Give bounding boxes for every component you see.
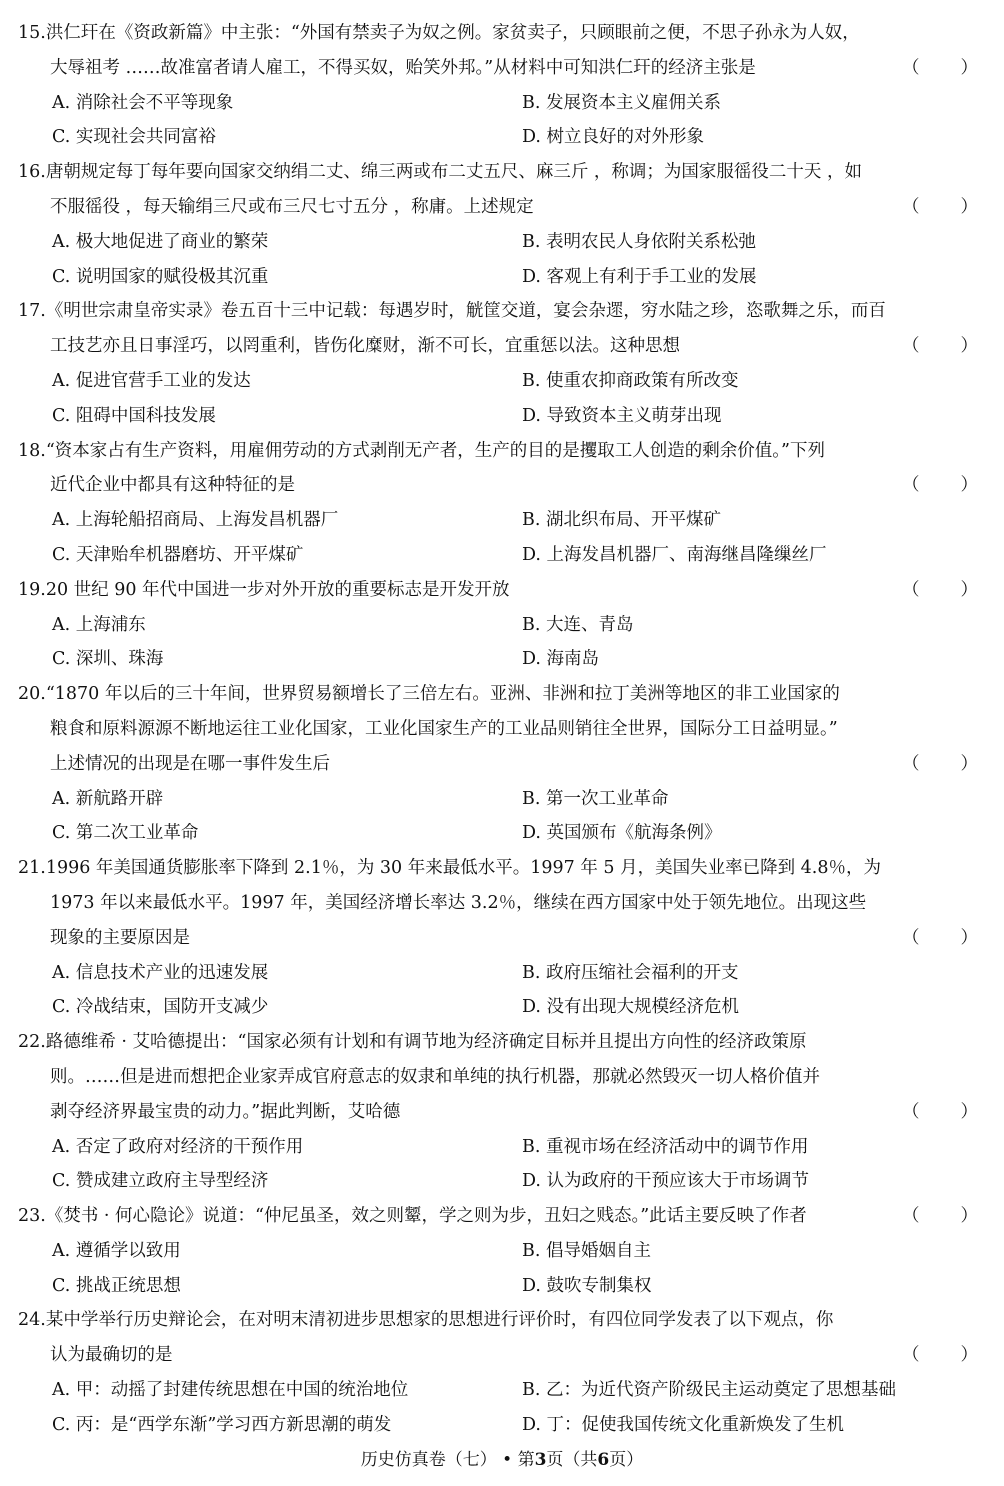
question-stem-line — [18, 886, 988, 921]
option-row — [18, 1373, 988, 1408]
answer-option: B. 发展资本主义雇佣关系 — [522, 92, 721, 113]
answer-option: C. 赞成建立政府主导型经济 — [52, 1171, 269, 1192]
option-row — [18, 608, 988, 643]
answer-blank: （ ） — [902, 1206, 980, 1227]
answer-option: A. 遵循学以致用 — [52, 1240, 181, 1261]
answer-option: D. 认为政府的干预应该大于市场调节 — [522, 1171, 810, 1192]
question — [18, 573, 988, 677]
answer-option: C. 冷战结束，国防开支减少 — [52, 997, 269, 1018]
question-stem-text: 不服徭役 ，每天输绢三尺或布三尺七寸五分 ，称庸。上述规定 — [50, 196, 534, 217]
answer-option: B. 倡导婚姻自主 — [522, 1240, 651, 1261]
option-row — [18, 990, 988, 1025]
option-row — [18, 642, 988, 677]
answer-option: C. 阻碍中国科技发展 — [52, 405, 216, 426]
question-stem-line — [18, 16, 988, 51]
answer-option: A. 极大地促进了商业的繁荣 — [52, 231, 269, 252]
question — [18, 1199, 988, 1303]
answer-option: A. 新航路开辟 — [52, 788, 164, 809]
question-stem-line — [18, 1095, 988, 1130]
answer-option: D. 丁：促使我国传统文化重新焕发了生机 — [522, 1414, 845, 1435]
answer-option: A. 消除社会不平等现象 — [52, 92, 234, 113]
answer-blank: （ ） — [902, 57, 980, 78]
footer-page-prefix: 第 — [517, 1450, 535, 1470]
question — [18, 677, 988, 851]
answer-blank: （ ） — [902, 196, 980, 217]
footer-separator: • — [496, 1450, 518, 1470]
option-row — [18, 1269, 988, 1304]
answer-option: D. 海南岛 — [522, 649, 600, 670]
question-stem-text: 15.洪仁玕在《资政新篇》中主张：“外国有禁卖子为奴之例。家贫卖子，只顾眼前之便，不思子孙永为人奴， — [18, 23, 860, 43]
question — [18, 434, 988, 573]
option-row — [18, 1234, 988, 1269]
question — [18, 16, 988, 155]
answer-option: C. 第二次工业革命 — [52, 823, 199, 844]
answer-option: B. 重视市场在经济活动中的调节作用 — [522, 1136, 809, 1157]
option-row — [18, 956, 988, 991]
option-row — [18, 1408, 988, 1443]
answer-blank: （ ） — [902, 475, 980, 496]
question-stem-line — [18, 1025, 988, 1060]
option-row — [18, 538, 988, 573]
question-stem-line — [18, 434, 988, 469]
answer-option: C. 实现社会共同富裕 — [52, 127, 216, 148]
option-row — [18, 225, 988, 260]
answer-blank: （ ） — [902, 579, 980, 600]
answer-blank: （ ） — [902, 753, 980, 774]
question-stem-line — [18, 190, 988, 225]
answer-option: A. 上海浦东 — [52, 614, 146, 635]
footer-total-pages: 6 — [597, 1450, 610, 1470]
answer-option: C. 天津贻牟机器磨坊、开平煤矿 — [52, 544, 304, 565]
option-row — [18, 260, 988, 295]
question-stem-line — [18, 1199, 988, 1234]
answer-option: B. 湖北织布局、开平煤矿 — [522, 510, 721, 531]
question-stem-text: 认为最确切的是 — [50, 1345, 173, 1366]
question-stem-text: 剥夺经济界最宝贵的动力。”据此判断，艾哈德 — [50, 1101, 401, 1122]
question-stem-text: 16.唐朝规定每丁每年要向国家交纳绢二丈、绵三两或布二丈五尺、麻三斤 ，称调；为国家服徭役二十天 ，如 — [18, 162, 862, 183]
option-row — [18, 782, 988, 817]
answer-option: C. 挑战正统思想 — [52, 1275, 181, 1296]
answer-option: A. 上海轮船招商局、上海发昌机器厂 — [52, 510, 339, 531]
page-footer — [0, 1447, 1004, 1473]
option-row — [18, 399, 988, 434]
question-stem-text: 则。……但是进而想把企业家弄成官府意志的奴隶和单纯的执行机器，那就必然毁灭一切人格价值并 — [50, 1066, 820, 1087]
footer-title: 历史仿真卷（七） — [360, 1450, 497, 1470]
answer-blank: （ ） — [902, 927, 980, 948]
question-stem-line — [18, 1303, 988, 1338]
question-stem-text: 工技艺亦且日事淫巧，以罔重利，皆伤化糜财，渐不可长，宜重惩以法。这种思想 — [50, 336, 680, 357]
question-stem-text: 上述情况的出现是在哪一事件发生后 — [50, 753, 330, 774]
answer-option: C. 丙：是“西学东渐”学习西方新思潮的萌发 — [52, 1414, 392, 1435]
question — [18, 851, 988, 1025]
option-row — [18, 86, 988, 121]
question-stem-text: 19.20 世纪 90 年代中国进一步对外开放的重要标志是开发开放 — [18, 579, 510, 600]
question-stem-text: 17.《明世宗肃皇帝实录》卷五百十三中记载：每遇岁时，觥筐交道，宴会杂遝，穷水陆之珍，恣歌舞之乐，而百 — [18, 301, 886, 322]
footer-page-suffix: 页） — [609, 1450, 644, 1470]
option-row — [18, 364, 988, 399]
question-stem-line — [18, 51, 988, 86]
option-row — [18, 503, 988, 538]
question-stem-line — [18, 747, 988, 782]
option-row — [18, 1164, 988, 1199]
footer-page-mid: 页（共 — [546, 1450, 598, 1470]
answer-blank: （ ） — [902, 1101, 980, 1122]
question-stem-text: 21.1996 年美国通货膨胀率下降到 2.1％，为 30 年来最低水平。1997 年 5 月，美国失业率已降到 4.8％，为 — [18, 858, 881, 879]
question-stem-line — [18, 677, 988, 712]
question — [18, 155, 988, 294]
answer-option: A. 甲：动摇了封建传统思想在中国的统治地位 — [52, 1380, 409, 1401]
answer-option: B. 使重农抑商政策有所改变 — [522, 370, 739, 391]
option-row — [18, 1130, 988, 1165]
question — [18, 1303, 988, 1442]
answer-blank: （ ） — [902, 1345, 980, 1366]
question-stem-text: 近代企业中都具有这种特征的是 — [50, 475, 295, 496]
answer-option: D. 客观上有利于手工业的发展 — [522, 266, 757, 287]
footer-page-number: 3 — [534, 1450, 547, 1470]
question-stem-line — [18, 921, 988, 956]
question-stem-line — [18, 851, 988, 886]
question-stem-text: 18.“资本家占有生产资料，用雇佣劳动的方式剥削无产者，生产的目的是攫取工人创造的剩余价值。”下列 — [18, 440, 825, 461]
answer-option: D. 鼓吹专制集权 — [522, 1275, 652, 1296]
answer-option: A. 否定了政府对经济的干预作用 — [52, 1136, 304, 1157]
answer-option: B. 乙：为近代资产阶级民主运动奠定了思想基础 — [522, 1380, 896, 1401]
question-stem-line — [18, 294, 988, 329]
answer-option: B. 第一次工业革命 — [522, 788, 669, 809]
question — [18, 1025, 988, 1199]
answer-option: B. 政府压缩社会福利的开支 — [522, 962, 739, 983]
answer-option: D. 导致资本主义萌芽出现 — [522, 405, 722, 426]
answer-option: B. 大连、青岛 — [522, 614, 634, 635]
answer-blank: （ ） — [902, 336, 980, 357]
question-stem-line — [18, 573, 988, 608]
question-stem-text: 粮食和原料源源不断地运往工业化国家，工业化国家生产的工业品则销往全世界，国际分工日益明显。” — [50, 718, 838, 739]
question-stem-line — [18, 1338, 988, 1373]
question-stem-text: 23.《焚书 · 何心隐论》说道：“仲尼虽圣，效之则颦，学之则为步，丑妇之贱态。”此话主要反映了作者 — [18, 1206, 807, 1227]
answer-option: D. 英国颁布《航海条例》 — [522, 823, 722, 844]
question-stem-line — [18, 329, 988, 364]
answer-option: A. 促进官营手工业的发达 — [52, 370, 251, 391]
question-stem-line — [18, 1060, 988, 1095]
question-stem-text: 22.路德维希 · 艾哈德提出：“国家必须有计划和有调节地为经济确定目标并且提出方向性的经济政策原 — [18, 1032, 807, 1053]
answer-option: C. 说明国家的赋役极其沉重 — [52, 266, 269, 287]
question-list — [18, 16, 988, 1443]
answer-option: D. 树立良好的对外形象 — [522, 127, 705, 148]
answer-option: C. 深圳、珠海 — [52, 649, 164, 670]
answer-option: D. 上海发昌机器厂、南海继昌隆缫丝厂 — [522, 544, 827, 565]
option-row — [18, 120, 988, 155]
question-stem-line — [18, 468, 988, 503]
answer-option: A. 信息技术产业的迅速发展 — [52, 962, 269, 983]
question-stem-line — [18, 712, 988, 747]
question-stem-text: 24.某中学举行历史辩论会，在对明末清初进步思想家的思想进行评价时，有四位同学发表了以下观点，你 — [18, 1310, 834, 1331]
question — [18, 294, 988, 433]
option-row — [18, 816, 988, 851]
question-stem-line — [18, 155, 988, 190]
question-stem-text: 现象的主要原因是 — [50, 927, 190, 948]
answer-option: B. 表明农民人身依附关系松弛 — [522, 231, 756, 252]
question-stem-text: 20.“1870 年以后的三十年间，世界贸易额增长了三倍左右。亚洲、非洲和拉丁美洲等地区的非工业国家的 — [18, 684, 840, 705]
question-stem-text: 1973 年以来最低水平。1997 年，美国经济增长率达 3.2％，继续在西方国家中处于领先地位。出现这些 — [50, 892, 867, 913]
question-stem-text: 大辱祖考 ……故准富者请人雇工，不得买奴，贻笑外邦。”从材料中可知洪仁玕的经济主张是 — [50, 57, 756, 78]
answer-option: D. 没有出现大规模经济危机 — [522, 997, 740, 1018]
